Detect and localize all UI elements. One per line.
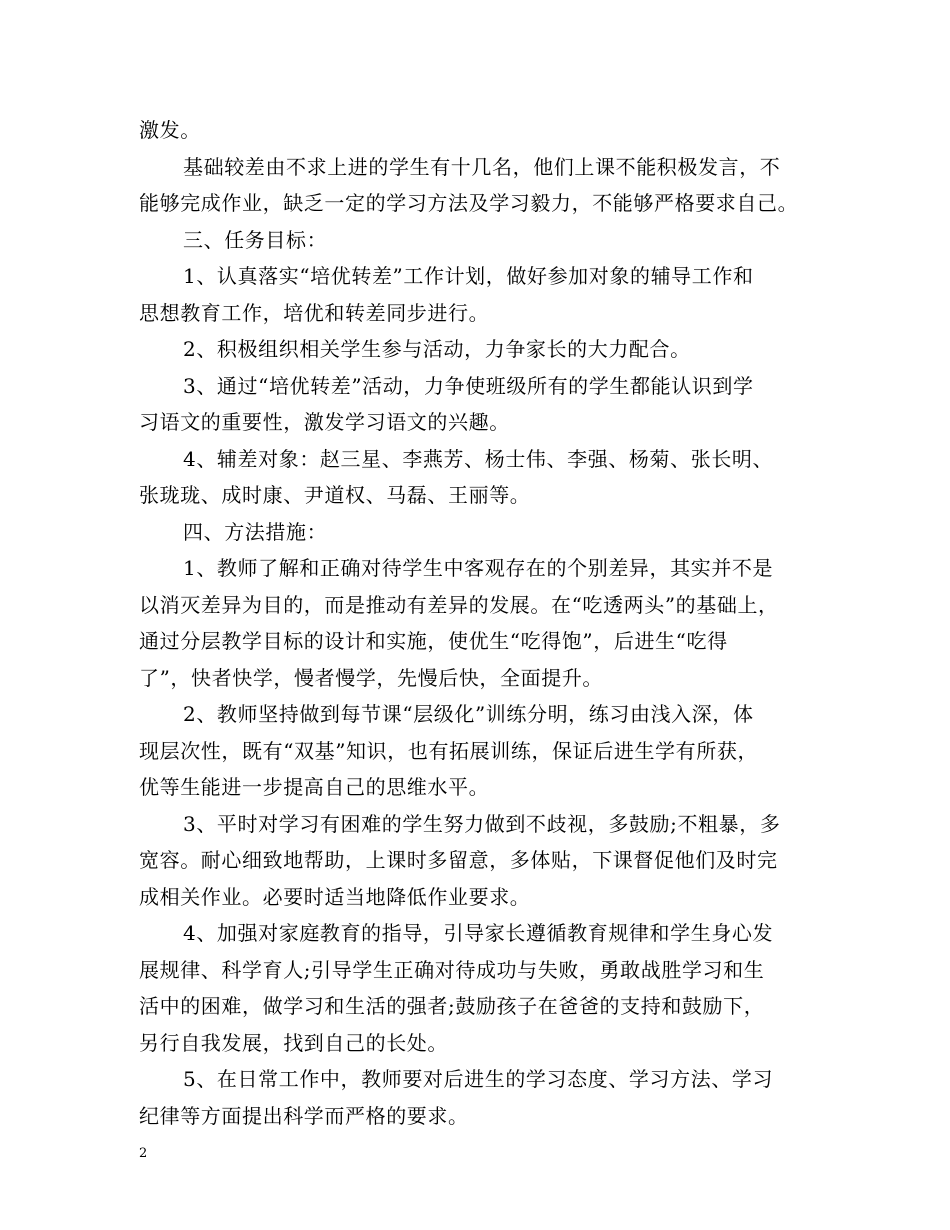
document-body: [139, 112, 839, 1134]
text-line: 2、教师坚持做到每节课“层级化”训练分明，练习由浅入深，体: [183, 702, 754, 726]
text-line: 活中的困难，做学习和生活的强者;鼓励孩子在爸爸的支持和鼓励下，: [139, 994, 765, 1018]
text-line: 4、辅差对象：赵三星、李燕芳、杨士伟、李强、杨菊、张长明、: [183, 446, 774, 471]
text-line: 三、任务目标：: [183, 227, 328, 252]
text-line: 了”，快者快学，慢者慢学，先慢后快，全面提升。: [139, 665, 604, 690]
text-line: 5、在日常工作中，教师要对后进生的学习态度、学习方法、学习: [183, 1067, 774, 1091]
text-line: 1、认真落实“培优转差”工作计划，做好参加对象的辅导工作和: [183, 264, 754, 288]
text-line: 纪律等方面提出科学而严格的要求。: [139, 1103, 469, 1128]
page-number: 2: [139, 1146, 148, 1161]
text-line: 张珑珑、成时康、尹道权、马磊、王丽等。: [139, 483, 531, 507]
text-line: 另行自我发展，找到自己的长处。: [139, 1030, 448, 1055]
text-line: 展规律、科学育人;引导学生正确对待成功与失败，勇敢战胜学习和生: [139, 957, 765, 982]
text-line: 通过分层教学目标的设计和实施，使优生“吃得饱”，后进生“吃得: [139, 629, 728, 653]
text-line: 2、积极组织相关学生参与活动，力争家长的大力配合。: [183, 337, 691, 361]
text-line: 四、方法措施：: [183, 519, 328, 544]
text-line: 思想教育工作，培优和转差同步进行。: [139, 300, 490, 325]
text-line: 现层次性，既有“双基”知识，也有拓展训练，保证后进生学有所获，: [139, 738, 759, 763]
text-line: 优等生能进一步提高自己的思维水平。: [139, 775, 490, 799]
text-line: 宽容。耐心细致地帮助，上课时多留意，多体贴，下课督促他们及时完: [139, 848, 778, 872]
text-line: 1、教师了解和正确对待学生中客观存在的个别差异，其实并不是: [183, 556, 774, 580]
text-line: 激发。: [139, 118, 201, 142]
text-line: 基础较差由不求上进的学生有十几名，他们上课不能积极发言，不: [183, 154, 781, 179]
text-line: 3、通过“培优转差”活动，力争使班级所有的学生都能认识到学: [183, 373, 754, 398]
text-line: 习语文的重要性，激发学习语文的兴趣。: [139, 410, 510, 434]
text-line: 成相关作业。必要时适当地降低作业要求。: [139, 884, 531, 909]
text-line: 4、加强对家庭教育的指导，引导家长遵循教育规律和学生身心发: [183, 921, 774, 945]
text-line: 以消灭差异为目的，而是推动有差异的发展。在“吃透两头”的基础上，: [139, 592, 779, 617]
text-line: 3、平时对学习有困难的学生努力做到不歧视，多鼓励;不粗暴，多: [183, 811, 781, 836]
text-line: 能够完成作业，缺乏一定的学习方法及学习毅力，不能够严格要求自己。: [139, 191, 799, 215]
